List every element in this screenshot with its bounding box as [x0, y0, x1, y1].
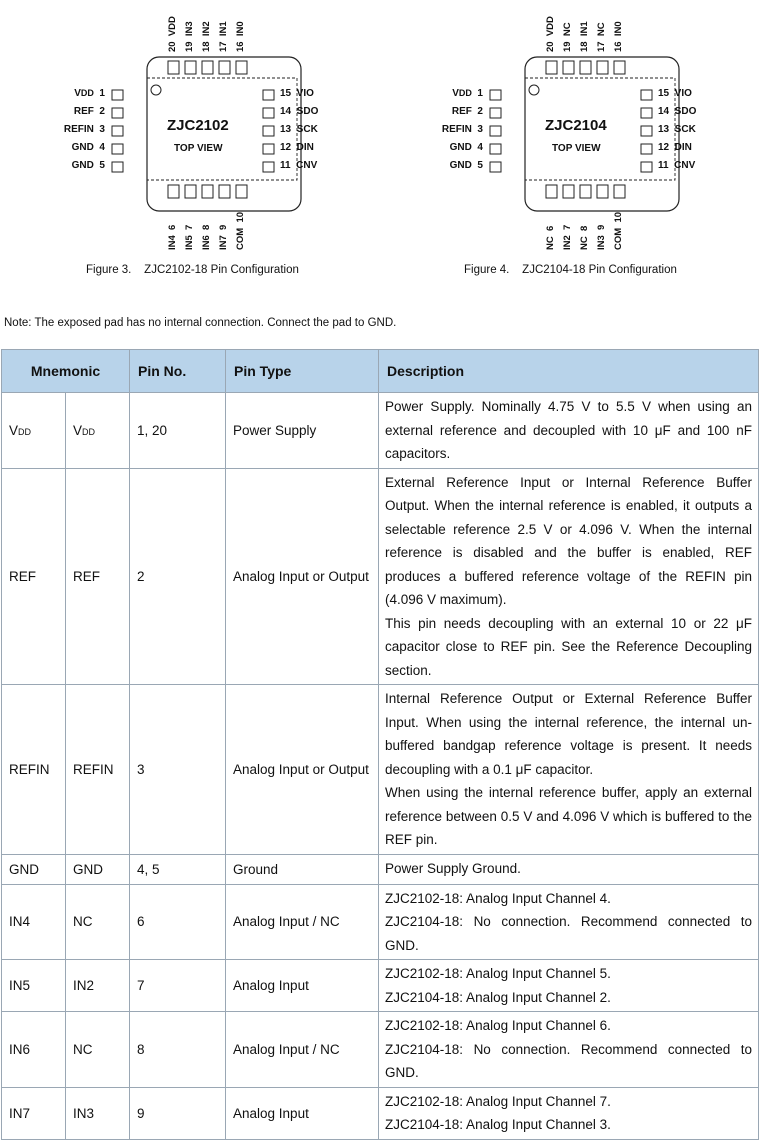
pin-pad — [202, 61, 213, 74]
table-header-row — [2, 350, 759, 393]
table-row — [2, 1012, 759, 1088]
mnemonic-2102-cell: IN5 — [2, 960, 66, 1012]
top-pin-label: 16 IN0 — [613, 21, 624, 52]
pin-pad — [490, 144, 501, 154]
pin-number-cell: 1, 20 — [130, 393, 226, 469]
bottom-pin-label: IN7 9 — [218, 224, 229, 250]
pin-pad — [112, 144, 123, 154]
mnemonic-2104-cell: IN3 — [66, 1087, 130, 1139]
bottom-pin-label: IN2 7 — [562, 224, 573, 250]
caption-number: Figure 4. — [464, 264, 510, 276]
pin-pad — [597, 185, 608, 198]
right-pin-label: 14 SDO — [658, 106, 697, 117]
bottom-pin-label: IN6 8 — [201, 224, 212, 250]
pin-pad — [112, 90, 123, 100]
pin-pad — [641, 162, 652, 172]
pin-number-cell: 9 — [130, 1087, 226, 1139]
right-pin-label: 12 DIN — [280, 142, 314, 153]
left-pin-label: GND 4 — [71, 142, 105, 153]
header-pin-no: Pin No. — [130, 350, 226, 393]
description-paragraph: ZJC2102-18: Analog Input Channel 7. — [385, 1093, 611, 1109]
pin-type-cell: Power Supply — [226, 393, 379, 469]
pin-pad — [580, 185, 591, 198]
description-paragraph: When using the internal reference buffer, apply an external reference between 0.5 V and 4.096 V which is buffered to the REF pin. — [385, 785, 752, 847]
pin-pad — [490, 108, 501, 118]
pin-pad — [185, 185, 196, 198]
left-pin-label: VDD 1 — [452, 88, 483, 99]
pin-pad — [263, 162, 274, 172]
pin-pad — [490, 90, 501, 100]
pin-pad — [219, 61, 230, 74]
table-row — [2, 393, 759, 469]
description-cell — [379, 468, 759, 685]
pin-type-cell: Analog Input — [226, 1087, 379, 1139]
pin-type-cell: Ground — [226, 854, 379, 884]
pin-pad — [202, 185, 213, 198]
table-row — [2, 884, 759, 960]
caption-text: ZJC2102-18 Pin Configuration — [144, 264, 299, 276]
header-mnemonic: Mnemonic — [2, 350, 130, 393]
description-paragraph: ZJC2104-18: No connection. Recommend connected to GND. — [385, 914, 752, 953]
pin-pad — [263, 126, 274, 136]
description-cell — [379, 393, 759, 469]
description-paragraph: External Reference Input or Internal Reference Buffer Output. When the internal reference is enabled, it outputs a selectable reference 2.5 V or 4.096 V. When the internal reference is disabled and the buffer is enabled, REF produces a buffered reference voltage of the REFIN pin (4.096 V maximum). — [385, 474, 752, 607]
pin-pad — [580, 61, 591, 74]
right-pin-label: 15 VIO — [658, 88, 692, 99]
top-pin-label: 16 IN0 — [235, 21, 246, 52]
pin-pad — [112, 126, 123, 136]
bottom-pin-label: NC 8 — [579, 225, 590, 250]
pin-pad — [546, 185, 557, 198]
table-row — [2, 685, 759, 855]
left-pin-label: VDD 1 — [74, 88, 105, 99]
pin-pad — [546, 61, 557, 74]
description-paragraph: ZJC2102-18: Analog Input Channel 6. — [385, 1018, 611, 1033]
figure-4-caption — [464, 264, 677, 276]
mnemonic-2104-cell: VDD — [66, 393, 130, 469]
description-paragraph: Internal Reference Output or External Reference Buffer Input. When using the internal reference, the internal un-buffered bandgap reference voltage is present. It needs decoupling with a 0.1 μF capacitor. — [385, 691, 752, 777]
pin-pad — [597, 61, 608, 74]
top-pin-label: 20 VDD — [545, 16, 556, 52]
description-paragraph: Power Supply. Nominally 4.75 V to 5.5 V when using an external reference and decoupled with 10 μF and 100 nF capacitors. — [385, 399, 752, 461]
mnemonic-2102-cell: VDD — [2, 393, 66, 469]
chip-name: ZJC2102 — [167, 117, 229, 134]
mnemonic-2104-cell: REFIN — [66, 685, 130, 855]
description-paragraph: This pin needs decoupling with an external 10 or 22 μF capacitor close to REF pin. See the Reference Decoupling section. — [385, 615, 752, 678]
table-row — [2, 1087, 759, 1139]
description-cell — [379, 1087, 759, 1139]
pin-diagram-zjc2102 — [50, 0, 350, 255]
caption-number: Figure 3. — [86, 264, 132, 276]
pin-type-cell: Analog Input / NC — [226, 884, 379, 960]
bottom-pin-label: IN3 9 — [596, 224, 607, 250]
mnemonic-2104-cell: NC — [66, 1012, 130, 1088]
description-paragraph: ZJC2104-18: Analog Input Channel 3. — [385, 1117, 611, 1132]
right-pin-label: 13 SCK — [658, 124, 696, 135]
top-pin-label: 17 IN1 — [218, 21, 229, 52]
bottom-pin-label: IN5 7 — [184, 224, 195, 250]
right-pin-label: 11 CNV — [658, 160, 696, 171]
pin-number-cell: 8 — [130, 1012, 226, 1088]
pin-pad — [563, 61, 574, 74]
mnemonic-2102-cell: REF — [2, 468, 66, 685]
pin-pad — [641, 144, 652, 154]
pin-pad — [168, 185, 179, 198]
top-pin-label: 19 IN3 — [184, 21, 195, 52]
description-cell — [379, 1012, 759, 1088]
top-pin-label: 19 NC — [562, 22, 573, 52]
pin-number-cell: 2 — [130, 468, 226, 685]
description-cell — [379, 960, 759, 1012]
right-pin-label: 11 CNV — [280, 160, 318, 171]
left-pin-label: REFIN 3 — [63, 124, 105, 135]
pin-pad — [185, 61, 196, 74]
mnemonic-2102-cell: GND — [2, 854, 66, 884]
left-pin-label: REFIN 3 — [441, 124, 483, 135]
pin-number-cell: 4, 5 — [130, 854, 226, 884]
top-pin-label: 18 IN2 — [201, 21, 212, 52]
pin-pad — [614, 185, 625, 198]
description-cell — [379, 854, 759, 884]
pin-type-cell: Analog Input / NC — [226, 1012, 379, 1088]
bottom-pin-label: IN4 6 — [167, 224, 178, 250]
pin-pad — [641, 108, 652, 118]
description-paragraph: ZJC2104-18: Analog Input Channel 2. — [385, 989, 611, 1005]
left-pin-label: REF 2 — [451, 106, 483, 117]
mnemonic-2102-cell: IN7 — [2, 1087, 66, 1139]
description-paragraph: ZJC2102-18: Analog Input Channel 4. — [385, 890, 611, 906]
pin-number-cell: 7 — [130, 960, 226, 1012]
pin-pad — [219, 185, 230, 198]
caption-text: ZJC2104-18 Pin Configuration — [522, 264, 677, 276]
mnemonic-2102-cell: IN6 — [2, 1012, 66, 1088]
mnemonic-2104-cell: IN2 — [66, 960, 130, 1012]
mnemonic-2102-cell: REFIN — [2, 685, 66, 855]
pin-type-cell: Analog Input or Output — [226, 468, 379, 685]
left-pin-label: GND 4 — [449, 142, 483, 153]
header-pin-type: Pin Type — [226, 350, 379, 393]
right-pin-label: 15 VIO — [280, 88, 314, 99]
pin-type-cell: Analog Input or Output — [226, 685, 379, 855]
pin-pad — [641, 126, 652, 136]
bottom-pin-label: COM 10 — [235, 211, 246, 250]
pin-pad — [263, 108, 274, 118]
table-row — [2, 854, 759, 884]
pin-type-cell: Analog Input — [226, 960, 379, 1012]
mnemonic-2104-cell: GND — [66, 854, 130, 884]
pin-pad — [236, 61, 247, 74]
description-paragraph: Power Supply Ground. — [385, 861, 521, 877]
figure-3-caption — [86, 264, 299, 276]
pin-pad — [263, 90, 274, 100]
left-pin-label: REF 2 — [73, 106, 105, 117]
description-paragraph: ZJC2102-18: Analog Input Channel 5. — [385, 966, 611, 981]
left-pin-label: GND 5 — [71, 160, 105, 171]
pin-diagram-zjc2104 — [428, 0, 728, 255]
table-row — [2, 960, 759, 1012]
mnemonic-2104-cell: REF — [66, 468, 130, 685]
bottom-pin-label: COM 10 — [613, 211, 624, 250]
pin-pad — [236, 185, 247, 198]
exposed-pad-note: Note: The exposed pad has no internal connection. Connect the pad to GND. — [4, 317, 397, 329]
left-pin-label: GND 5 — [449, 160, 483, 171]
pin-pad — [112, 162, 123, 172]
pin-pad — [490, 126, 501, 136]
mnemonic-2102-cell: IN4 — [2, 884, 66, 960]
pin-pad — [614, 61, 625, 74]
top-pin-label: 17 NC — [596, 22, 607, 52]
description-paragraph: ZJC2104-18: No connection. Recommend connected to GND. — [385, 1041, 752, 1080]
top-pin-label: 18 IN1 — [579, 21, 590, 52]
pin-number-cell: 6 — [130, 884, 226, 960]
pin-pad — [112, 108, 123, 118]
description-cell — [379, 685, 759, 855]
right-pin-label: 14 SDO — [280, 106, 319, 117]
pin-pad — [641, 90, 652, 100]
chip-name: ZJC2104 — [545, 117, 607, 134]
top-view-label: TOP VIEW — [174, 143, 223, 154]
pin-pad — [168, 61, 179, 74]
table-row — [2, 468, 759, 685]
pin-pad — [563, 185, 574, 198]
bottom-pin-label: NC 6 — [545, 225, 556, 250]
header-description: Description — [379, 350, 759, 393]
top-pin-label: 20 VDD — [167, 16, 178, 52]
pin-pad — [263, 144, 274, 154]
mnemonic-2104-cell: NC — [66, 884, 130, 960]
pin-pad — [490, 162, 501, 172]
right-pin-label: 13 SCK — [280, 124, 318, 135]
pin-number-cell: 3 — [130, 685, 226, 855]
top-view-label: TOP VIEW — [552, 143, 601, 154]
description-cell — [379, 884, 759, 960]
pin-description-table — [1, 349, 759, 1140]
right-pin-label: 12 DIN — [658, 142, 692, 153]
